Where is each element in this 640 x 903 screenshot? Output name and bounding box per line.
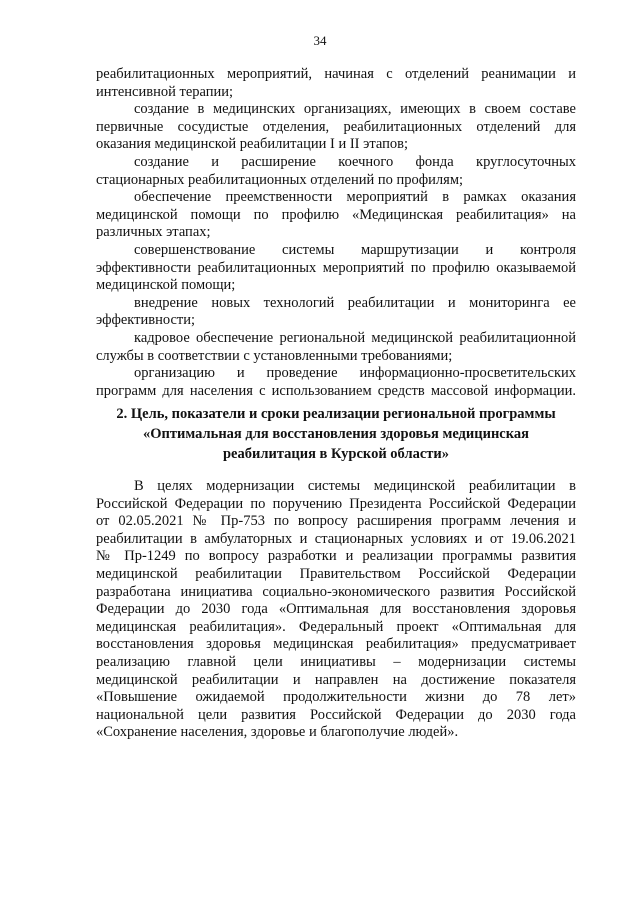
text-line: кадровое обеспечение региональной медицинской реабилитационной <box>134 329 576 346</box>
text-line: первичные сосудистые отделения, реабилитационных отделений для <box>96 118 576 135</box>
text-line: эффективности; <box>96 312 196 329</box>
measures-list <box>96 66 576 400</box>
text-line: Федерации до 2030 года «Оптимальная для восстановления здоровья <box>96 601 576 618</box>
text-line: «Повышение ожидаемой продолжительности жизни до 78 лет» <box>96 689 576 706</box>
text-line: Российской Федерации по поручению Президента Российской Федерации <box>96 495 576 512</box>
heading-line: «Оптимальная для восстановления здоровья медицинская <box>143 426 529 442</box>
text-line: «Сохранение населения, здоровье и благополучие людей». <box>96 724 459 741</box>
text-line: реабилитации в амбулаторных и стационарных условиях и от 19.06.2021 <box>96 530 576 547</box>
text-line: медицинской помощи по профилю «Медицинская реабилитация» на <box>96 206 576 223</box>
text-line: службы в соответствии с установленными требованиями; <box>96 347 453 364</box>
text-line: медицинской реабилитации и направлен на достижение показателя <box>96 671 576 688</box>
text-line: медицинская реабилитация». Федеральный проект «Оптимальная для <box>96 618 576 635</box>
body-paragraph <box>96 478 576 742</box>
heading-line: 2. Цель, показатели и сроки реализации региональной программы <box>116 406 556 422</box>
text-line: от 02.05.2021 № Пр-753 по вопросу расширения программ лечения и <box>96 513 576 530</box>
text-line: создание и расширение коечного фонда круглосуточных <box>134 153 576 170</box>
text-line: стационарных реабилитационных отделений по профилям; <box>96 171 464 188</box>
text-line: организацию и проведение информационно-просветительских <box>134 365 576 382</box>
text-line: эффективности реабилитационных мероприятий по профилю оказываемой <box>96 259 576 276</box>
text-line: интенсивной терапии; <box>96 83 234 100</box>
text-line: внедрение новых технологий реабилитации и мониторинга ее <box>134 294 576 311</box>
text-line: восстановления здоровья медицинская реабилитация» предусматривает <box>96 636 576 653</box>
text-line: совершенствование системы маршрутизации и контроля <box>134 241 576 258</box>
page-number: 34 <box>313 33 327 48</box>
text-line: оказания медицинской реабилитации I и II этапов; <box>96 136 408 153</box>
text-line: различных этапах; <box>96 224 211 241</box>
text-line: национальной цели развития Российской Федерации до 2030 года <box>96 706 576 723</box>
text-line: № Пр-1249 по вопросу разработки и реализации программы развития <box>96 548 576 565</box>
text-line: создание в медицинских организациях, имеющих в своем составе <box>134 101 576 118</box>
heading-line: реабилитация в Курской области» <box>222 446 449 462</box>
text-line: медицинской помощи; <box>96 277 236 294</box>
text-line: программ для населения с использованием средств массовой информации. <box>96 382 576 399</box>
text-line: медицинской реабилитации Правительством Российской Федерации <box>96 565 576 582</box>
text-line: реабилитационных мероприятий, начиная с отделений реанимации и <box>96 66 576 82</box>
text-line: реализацию главной цели инициативы – модернизации системы <box>96 653 576 670</box>
section-heading <box>96 404 576 464</box>
text-line: В целях модернизации системы медицинской реабилитации в <box>134 478 576 494</box>
text-line: разработана инициатива социально-экономического развития Российской <box>96 583 576 600</box>
text-line: обеспечение преемственности мероприятий в рамках оказания <box>134 189 576 206</box>
